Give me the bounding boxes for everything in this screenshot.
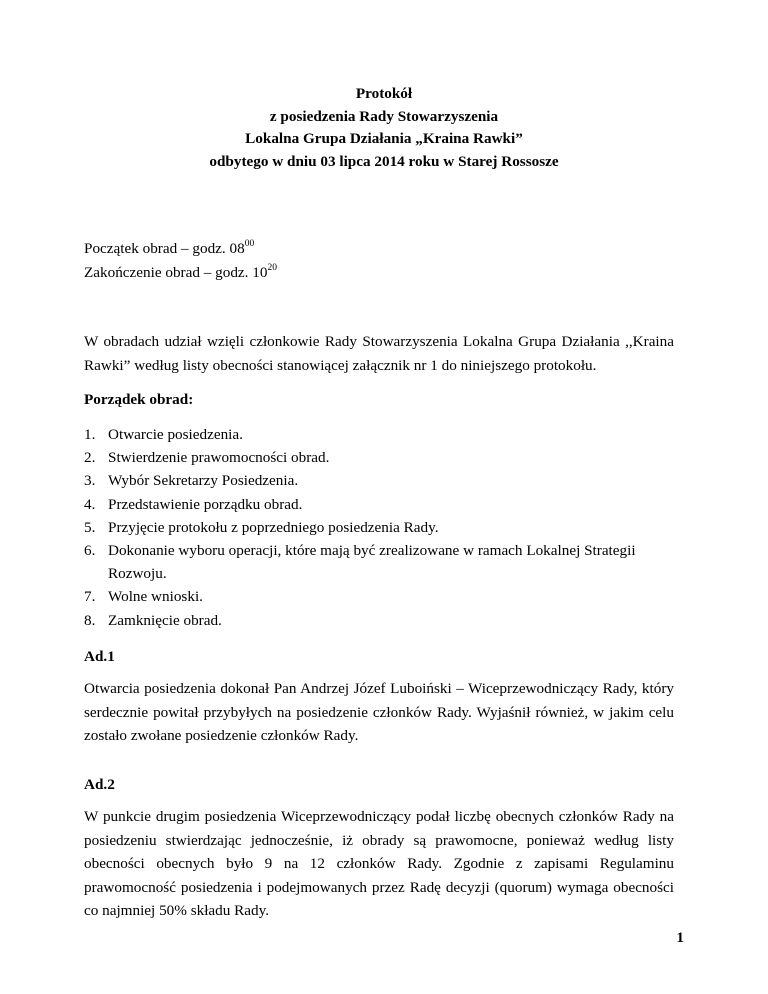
agenda-item-number: 7. xyxy=(84,588,96,606)
start-time-minutes: 00 xyxy=(244,239,255,249)
intro-paragraph: W obradach udział wzięli członkowie Rady Stowarzyszenia Lokalna Grupa Działania ,,Kraina Rawki” według listy obecności stanowiącej załącznik nr 1 do niniejszego protokołu. xyxy=(84,333,674,374)
agenda-item xyxy=(84,585,674,608)
agenda-item-number: 8. xyxy=(84,611,96,629)
agenda-item-text: Otwarcie posiedzenia. xyxy=(108,426,243,443)
page-number: 1 xyxy=(676,929,684,946)
agenda-item-text: Wolne wnioski. xyxy=(108,588,203,606)
title-line-3: Lokalna Grupa Działania „Kraina Rawki” xyxy=(245,130,523,147)
agenda-item-number: 1. xyxy=(84,426,96,443)
agenda-item xyxy=(84,446,674,469)
agenda-item-number: 6. xyxy=(84,542,96,560)
session-times xyxy=(84,237,277,285)
agenda-item xyxy=(84,423,674,446)
agenda-item-number: 4. xyxy=(84,495,96,513)
ad1-paragraph: Otwarcia posiedzenia dokonał Pan Andrzej Józef Luboiński – Wiceprzewodniczący Rady, który serdecznie powitał przybyłych na posiedzenie członków Rady. Wyjaśnił również, w jakim celu zostało zwołane posiedzenie członków Rady. xyxy=(84,680,674,745)
agenda-item-text: Przedstawienie porządku obrad. xyxy=(108,495,303,513)
agenda-item-text: Przyjęcie protokołu z poprzedniego posiedzenia Rady. xyxy=(108,518,439,536)
ad2-heading: Ad.2 xyxy=(84,776,115,793)
end-time-label: Zakończenie obrad – godz. 10 xyxy=(84,264,268,281)
start-time xyxy=(84,237,277,261)
end-time-minutes: 20 xyxy=(267,263,277,273)
agenda-item xyxy=(84,469,674,492)
agenda-item-text: Dokonanie wyboru operacji, które mają być zrealizowane w ramach Lokalnej Strategii Rozwoju. xyxy=(108,542,636,583)
agenda-item-text: Wybór Sekretarzy Posiedzenia. xyxy=(108,472,299,490)
agenda-item xyxy=(84,539,674,585)
agenda-item-number: 2. xyxy=(84,449,96,467)
agenda-item-number: 5. xyxy=(84,518,96,536)
agenda-item xyxy=(84,516,674,539)
agenda-item-number: 3. xyxy=(84,472,96,490)
document-title xyxy=(0,83,768,173)
start-time-label: Początek obrad – godz. 08 xyxy=(84,240,245,257)
agenda-item-text: Zamknięcie obrad. xyxy=(108,611,222,629)
title-line-4: odbytego w dniu 03 lipca 2014 roku w Starej Rossosze xyxy=(209,152,559,170)
title-line-2: z posiedzenia Rady Stowarzyszenia xyxy=(269,107,499,125)
ad2-paragraph: W punkcie drugim posiedzenia Wiceprzewodniczący podał liczbę obecnych członków Rady na posiedzeniu stwierdzając jednocześnie, iż obrady są prawomocne, ponieważ według listy obecności obecnych było 9 na 12 członków Rady. Zgodnie z zapisami Regulaminu prawomocność posiedzenia i podejmowanych przez Radę decyzji (quorum) wymaga obecności co najmniej 50% składu Rady. xyxy=(84,808,674,920)
agenda-item-text: Stwierdzenie prawomocności obrad. xyxy=(108,449,330,467)
agenda-item xyxy=(84,609,674,632)
agenda-item xyxy=(84,493,674,516)
agenda-heading: Porządek obrad: xyxy=(84,391,194,408)
ad1-heading: Ad.1 xyxy=(84,648,115,665)
title-line-1: Protokół xyxy=(355,85,413,102)
agenda-list xyxy=(84,423,674,632)
end-time xyxy=(84,261,277,285)
